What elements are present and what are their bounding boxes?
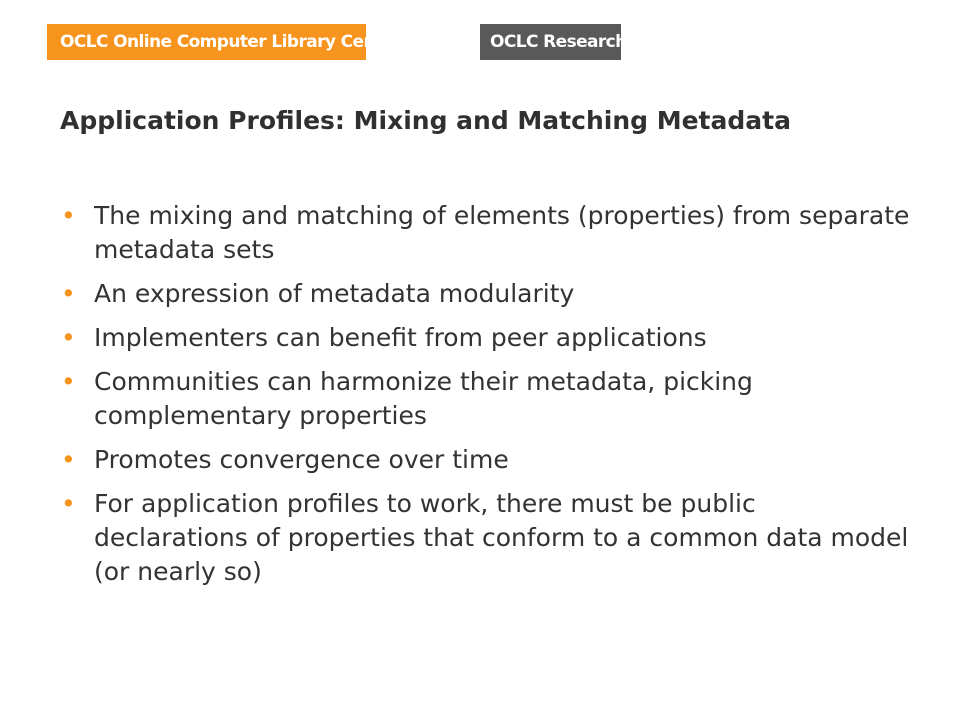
list-item [60, 199, 910, 267]
bullet-marker: • [61, 489, 76, 518]
oclc-research-label: OCLC Research [490, 32, 627, 52]
oclc-header-label: OCLC Online Computer Library Center [60, 32, 402, 52]
list-item [60, 443, 910, 477]
bullet-marker: • [61, 201, 76, 230]
bullet-list [60, 199, 910, 599]
bullet-text: Promotes convergence over time [94, 445, 509, 474]
bullet-text: Communities can harmonize their metadata, picking complementary properties [94, 367, 753, 430]
oclc-header-badge [47, 24, 402, 60]
list-item [60, 487, 910, 589]
list-item [60, 321, 910, 355]
bullet-marker: • [61, 279, 76, 308]
slide-title: Application Profiles: Mixing and Matching Metadata [60, 106, 791, 135]
list-item [60, 365, 910, 433]
bullet-text: An expression of metadata modularity [94, 279, 575, 308]
oclc-research-badge [480, 24, 627, 60]
bullet-text: For application profiles to work, there must be public declarations of properties that conform to a common data model (or nearly so) [94, 489, 909, 586]
list-item [60, 277, 910, 311]
bullet-marker: • [61, 367, 76, 396]
bullet-marker: • [61, 323, 76, 352]
bullet-text: Implementers can benefit from peer applications [94, 323, 707, 352]
bullet-text: The mixing and matching of elements (properties) from separate metadata sets [94, 201, 910, 264]
bullet-marker: • [61, 445, 76, 474]
